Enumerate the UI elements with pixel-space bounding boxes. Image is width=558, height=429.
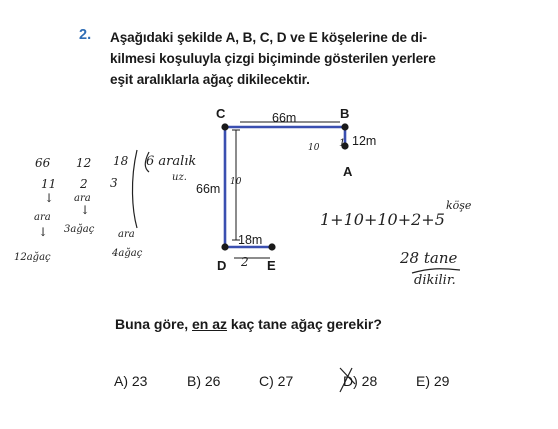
hw-12agac: 12ağaç	[14, 252, 51, 263]
question-prompt	[115, 316, 382, 332]
hw-18: 18	[113, 154, 129, 168]
point-b	[341, 123, 348, 130]
label-b: B	[340, 106, 350, 121]
question-line-2: kilmesi koşuluyla çizgi biçiminde gösterilen yerlere	[110, 51, 436, 66]
hw-ara-2: ara	[74, 193, 91, 204]
option-a[interactable]: A) 23	[114, 373, 148, 389]
hw-11: 11	[41, 177, 57, 191]
hw-1: 1	[339, 138, 346, 149]
hw-arrow-1: ↓	[44, 191, 55, 205]
path-lines	[225, 127, 345, 247]
hw-3: 3	[110, 176, 118, 190]
hw-2: 2	[80, 177, 88, 191]
option-c[interactable]: C) 27	[259, 373, 294, 389]
hw-uz: uz.	[172, 172, 187, 183]
hw-10-vertical: 10	[230, 177, 242, 187]
length-de: 18m	[238, 233, 263, 247]
label-a: A	[343, 164, 353, 179]
question-line-1: Aşağıdaki şekilde A, B, C, D ve E köşelerine de di-	[110, 30, 427, 45]
length-ab: 12m	[352, 134, 377, 148]
hw-ara-3: ara	[118, 229, 135, 240]
hw-answer-1: 28 tane	[400, 249, 458, 267]
hw-sum: 1+10+10+2+5	[320, 210, 445, 229]
label-e: E	[267, 258, 276, 273]
prompt-pre: Buna göre,	[115, 316, 193, 332]
hw-66: 66	[35, 156, 51, 170]
point-e	[268, 243, 275, 250]
point-d	[221, 243, 228, 250]
option-e[interactable]: E) 29	[416, 373, 450, 389]
label-c: C	[216, 106, 226, 121]
option-b[interactable]: B) 26	[187, 373, 221, 389]
hw-10-horizontal: 10	[308, 143, 320, 153]
hw-12: 12	[76, 156, 92, 170]
point-c	[221, 123, 228, 130]
prompt-emphasis: en az	[192, 316, 228, 332]
hw-2-de: 2	[241, 255, 249, 269]
hw-arrow-3: ↓	[80, 203, 91, 217]
question-line-3: eşit aralıklarla ağaç dikilecektir.	[110, 72, 310, 87]
prompt-post: kaç tane ağaç gerekir?	[227, 316, 382, 332]
hw-4agac: 4ağaç	[112, 248, 143, 259]
hw-3agac: 3ağaç	[64, 224, 95, 235]
length-cb: 66m	[272, 111, 297, 125]
hw-ara-1: ara	[34, 212, 51, 223]
hw-arrow-2: ↓	[38, 225, 49, 239]
hw-6aralik: 6 aralık	[146, 154, 197, 169]
length-cd: 66m	[196, 182, 221, 196]
label-d: D	[217, 258, 227, 273]
hw-answer-2: dikilir.	[414, 273, 456, 288]
hw-kose: köşe	[446, 199, 472, 212]
option-d[interactable]: D) 28	[343, 373, 378, 389]
question-number: 2.	[79, 27, 92, 43]
